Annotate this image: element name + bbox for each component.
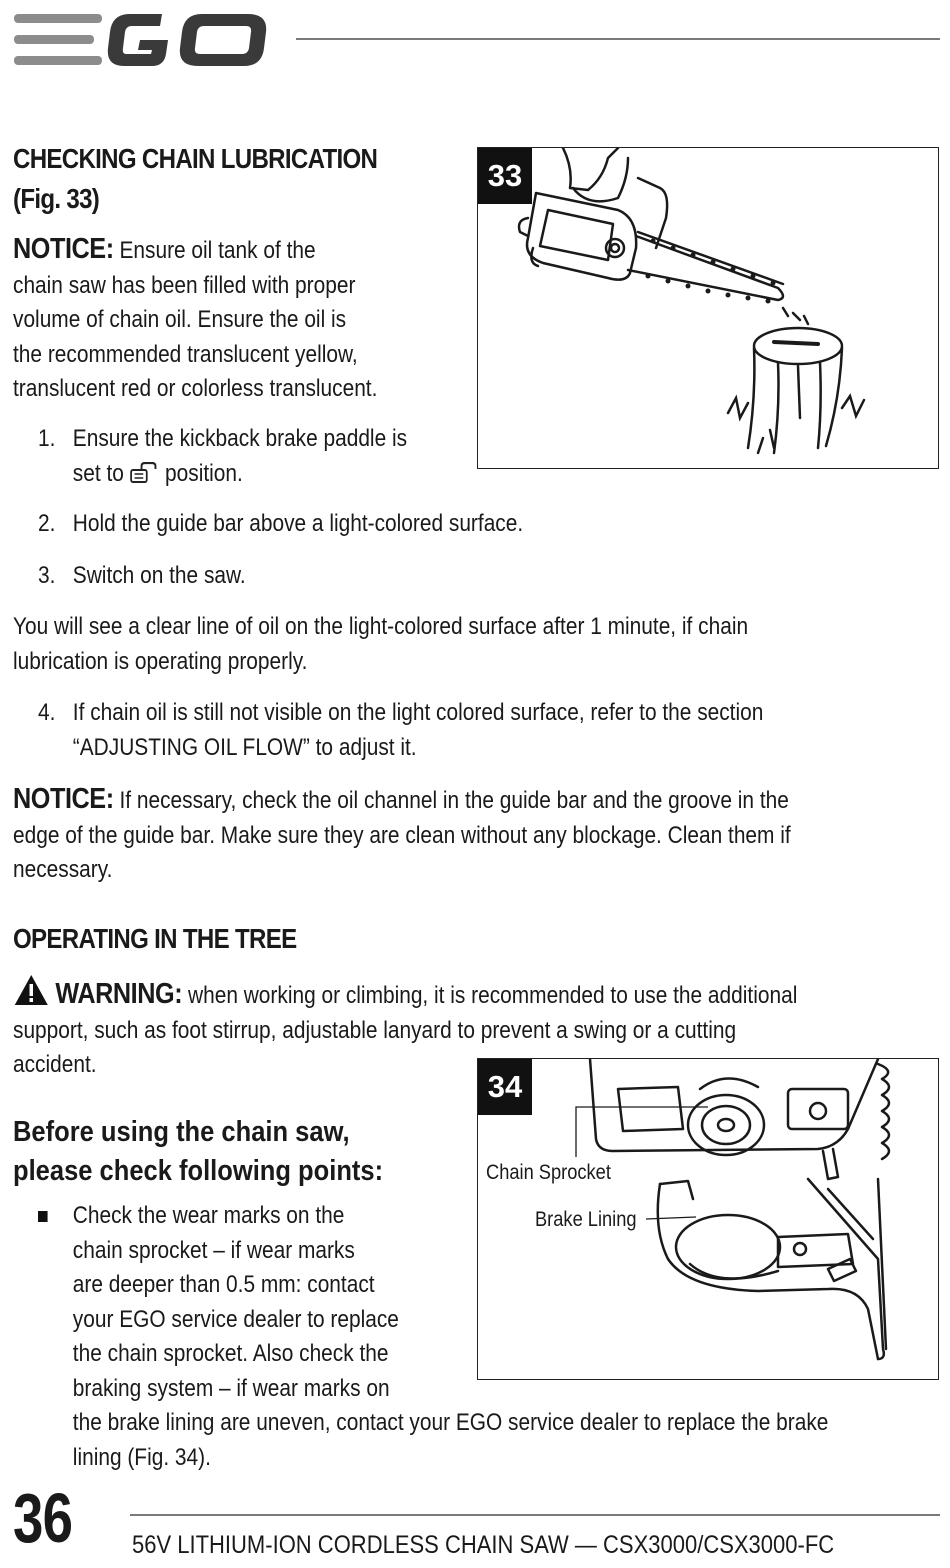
step-2: 2. Hold the guide bar above a light-colored surface. — [38, 510, 524, 537]
checklist-bullet: Check the wear marks on the chain sprocket – if wear marks are deeper than 0.5 mm: contact your EGO service dealer to replace the chain sprocket. Also check the braking system – if wear marks on the brake lining are uneven, contact your EGO service dealer to replace the brake lining (Fig. 34). — [38, 1199, 950, 1475]
section-heading: CHECKING CHAIN LUBRICATION — [13, 143, 378, 174]
notice2-label: NOTICE: — [13, 783, 114, 815]
result-paragraph: You will see a clear line of oil on the light-colored surface after 1 minute, if chain lubrication is operating properly. — [13, 613, 749, 675]
step-3: 3. Switch on the saw. — [38, 562, 246, 589]
figure-number: 33 — [478, 148, 532, 204]
header-rule — [296, 38, 940, 40]
section2-heading: OPERATING IN THE TREE — [13, 923, 297, 954]
warning-paragraph: WARNING: when working or climbing, it is recommended to use the additional support, such as foot stirrup, adjustable lanyard to prevent a swing or a cutting accident. — [13, 973, 944, 1083]
footer-title: 56V LITHIUM-ION CORDLESS CHAIN SAW — CSX3000/CSX3000-FC — [132, 1531, 835, 1559]
footer-rule — [130, 1514, 940, 1516]
notice2-paragraph: NOTICE: If necessary, check the oil channel in the guide bar and the groove in the edge of the guide bar. Make sure they are clean without any blockage. Clean them if necessary. — [13, 783, 791, 883]
step-4: 4. If chain oil is still not visible on the light colored surface, refer to the section “ADJUSTING OIL FLOW” to adjust it. — [38, 699, 764, 761]
figure-34 — [477, 1058, 939, 1380]
checklist-subheading: Before using the chain saw, please check following points: — [13, 1116, 384, 1187]
section-heading-figref: (Fig. 33) — [13, 183, 100, 214]
figure-number: 34 — [478, 1059, 532, 1115]
page-number: 36 — [13, 1479, 73, 1557]
step-1: 1. Ensure the kickback brake paddle is set to position. — [38, 425, 408, 487]
chainsaw-illustration — [478, 148, 938, 468]
notice-label: NOTICE: — [13, 233, 114, 265]
notice-paragraph: NOTICE: Ensure oil tank of the chain saw has been filled with proper volume of chain oil. Ensure the oil is the recommended translucent yellow, translucent red or colorless translucent. — [13, 233, 378, 402]
unlock-icon — [130, 462, 160, 484]
warning-label: WARNING: — [55, 978, 183, 1010]
label-chain-sprocket: Chain Sprocket — [486, 1161, 611, 1184]
bullet-square-icon — [38, 1211, 48, 1222]
warning-triangle-icon — [13, 973, 50, 1007]
figure-33 — [477, 147, 939, 469]
label-brake-lining: Brake Lining — [535, 1208, 637, 1231]
ego-logo — [12, 10, 274, 70]
